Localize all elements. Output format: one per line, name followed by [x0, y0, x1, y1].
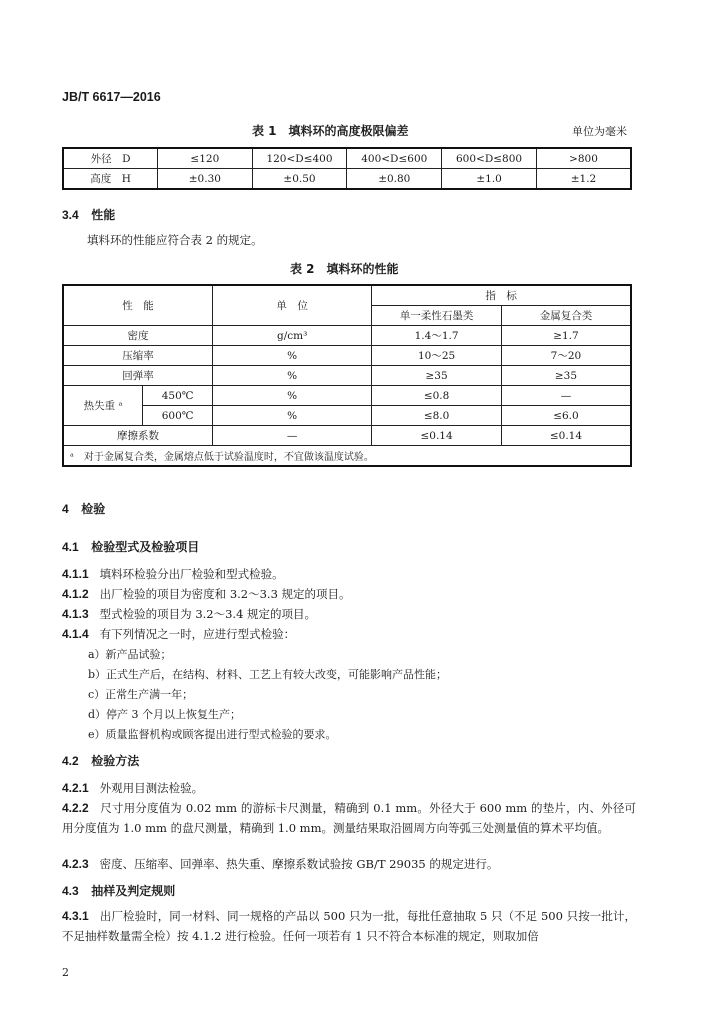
table-cell: 压缩率: [63, 346, 213, 366]
table-cell: ≤0.14: [372, 426, 502, 446]
clause-4-1-1: [62, 566, 284, 582]
clause-number: 4.1.4: [62, 627, 89, 641]
table-row: [63, 148, 631, 169]
table-cell: —: [213, 426, 372, 446]
clause-text: 尺寸用分度值为 0.02 mm 的游标卡尺测量，精确到 0.1 mm。外径大于 600 mm 的垫片，内、外径可用分度值为 1.0 mm 的盘尺测量，精确到 1.0 mm。测量结果取沿圆周方向等弧三处测量值的算术平均值。: [62, 801, 636, 835]
page-number: 2: [62, 966, 69, 979]
table-cell: %: [213, 386, 372, 406]
section-title: 抽样及判定规则: [91, 884, 176, 898]
table-cell: ≥1.7: [501, 326, 631, 346]
table-row: [63, 406, 631, 426]
section-3-4-text: 填料环的性能应符合表 2 的规定。: [87, 233, 263, 247]
standard-number: JB/T 6617—2016: [62, 90, 161, 104]
table-cell: 120<D≤400: [252, 148, 347, 169]
table-cell: ±1.0: [442, 169, 537, 190]
clause-number: 4.2.2: [62, 801, 89, 815]
table-cell: 1.4～1.7: [372, 326, 502, 346]
section-4-heading: [62, 500, 105, 517]
list-item: d）停产 3 个月以上恢复生产；: [88, 708, 242, 721]
section-number: 4.2: [62, 754, 79, 768]
header-property: 性 能: [63, 285, 213, 326]
table-cell: —: [501, 386, 631, 406]
table-row: [63, 285, 631, 306]
clause-4-1-4: [62, 626, 295, 642]
table-cell: %: [213, 346, 372, 366]
table-cell: 密度: [63, 326, 213, 346]
table-row: [63, 386, 631, 406]
section-number: 3.4: [62, 208, 79, 222]
table-row: [63, 446, 631, 467]
clause-number: 4.1.3: [62, 607, 89, 621]
table-cell: 10～25: [372, 346, 502, 366]
clause-number: 4.1.2: [62, 587, 89, 601]
table1-unit: 单位为毫米: [572, 125, 627, 138]
table-cell: ≤0.8: [372, 386, 502, 406]
header-index: 指 标: [372, 285, 631, 306]
table-cell: ≥35: [372, 366, 502, 386]
list-item: c）正常生产满一年；: [88, 688, 194, 701]
table-cell: >800: [536, 148, 631, 169]
clause-number: 4.3.1: [62, 909, 89, 923]
table-row: [63, 169, 631, 190]
table-cell: 400<D≤600: [347, 148, 442, 169]
section-3-4-heading: [62, 206, 115, 223]
table-cell: 摩擦系数: [63, 426, 213, 446]
table1: [62, 147, 632, 190]
table-cell: ±0.80: [347, 169, 442, 190]
weight-loss-label: 热失重 ᵃ: [63, 386, 143, 426]
table2-footnote: ᵃ 对于金属复合类，金属熔点低于试验温度时，不宜做该温度试验。: [63, 446, 631, 467]
section-4-2-heading: [62, 752, 139, 769]
table2-caption: 表 2 填料环的性能: [290, 262, 399, 276]
clause-4-2-3: [62, 856, 498, 872]
header-col2: 金属复合类: [501, 306, 631, 326]
table-cell: ±1.2: [536, 169, 631, 190]
clause-number: 4.2.3: [62, 857, 89, 871]
clause-4-1-3: [62, 606, 316, 622]
table-cell: %: [213, 406, 372, 426]
table-cell: ≥35: [501, 366, 631, 386]
clause-number: 4.1.1: [62, 567, 89, 581]
table-cell: 600℃: [143, 406, 213, 426]
table-cell: g/cm³: [213, 326, 372, 346]
table-cell: ±0.50: [252, 169, 347, 190]
header-unit: 单 位: [213, 285, 372, 326]
clause-4-3-1: [62, 906, 636, 946]
section-title: 检验方法: [91, 754, 140, 768]
clause-text: 外观用目测法检验。: [99, 781, 204, 795]
list-item: b）正式生产后，在结构、材料、工艺上有较大改变，可能影响产品性能；: [88, 668, 448, 681]
table-row: [63, 426, 631, 446]
table-row: [63, 366, 631, 386]
section-4-1-heading: [62, 538, 199, 555]
table-cell: ≤6.0: [501, 406, 631, 426]
table-cell: 高度 H: [63, 169, 158, 190]
clause-4-2-2: [62, 798, 636, 838]
clause-text: 密度、压缩率、回弹率、热失重、摩擦系数试验按 GB/T 29035 的规定进行。: [99, 857, 499, 871]
section-number: 4.3: [62, 884, 79, 898]
section-title: 性能: [91, 208, 116, 222]
clause-4-1-2: [62, 586, 351, 602]
clause-text: 有下列情况之一时，应进行型式检验：: [99, 627, 296, 641]
table-row: [63, 346, 631, 366]
table1-caption: 表 1 填料环的高度极限偏差: [252, 124, 409, 138]
clause-text: 出厂检验的项目为密度和 3.2～3.3 规定的项目。: [99, 587, 351, 601]
section-title: 检验型式及检验项目: [91, 540, 200, 554]
list-item: a）新产品试验；: [88, 648, 172, 661]
table-cell: 回弹率: [63, 366, 213, 386]
header-col1: 单一柔性石墨类: [372, 306, 502, 326]
section-title: 检验: [81, 502, 106, 516]
clause-text: 型式检验的项目为 3.2～3.4 规定的项目。: [99, 607, 317, 621]
table-row: [63, 326, 631, 346]
table-cell: 450℃: [143, 386, 213, 406]
section-4-3-heading: [62, 882, 175, 899]
table-cell: 外径 D: [63, 148, 158, 169]
clause-text: 出厂检验时，同一材料、同一规格的产品以 500 只为一批，每批任意抽取 5 只（不足 500 只按一批计，不足抽样数量需全检）按 4.1.2 进行检验。任何一项若有 1 只不符合本标准的规定，则取加倍: [62, 909, 636, 943]
table-cell: 7～20: [501, 346, 631, 366]
table-cell: %: [213, 366, 372, 386]
table2: [62, 284, 632, 467]
table-cell: 600<D≤800: [442, 148, 537, 169]
section-number: 4: [62, 502, 69, 516]
clause-4-2-1: [62, 780, 203, 796]
section-number: 4.1: [62, 540, 79, 554]
table-cell: ±0.30: [158, 169, 253, 190]
table-cell: ≤8.0: [372, 406, 502, 426]
clause-text: 填料环检验分出厂检验和型式检验。: [99, 567, 284, 581]
table-cell: ≤0.14: [501, 426, 631, 446]
list-item: e）质量监督机构或顾客提出进行型式检验的要求。: [88, 728, 337, 741]
clause-number: 4.2.1: [62, 781, 89, 795]
table-cell: ≤120: [158, 148, 253, 169]
